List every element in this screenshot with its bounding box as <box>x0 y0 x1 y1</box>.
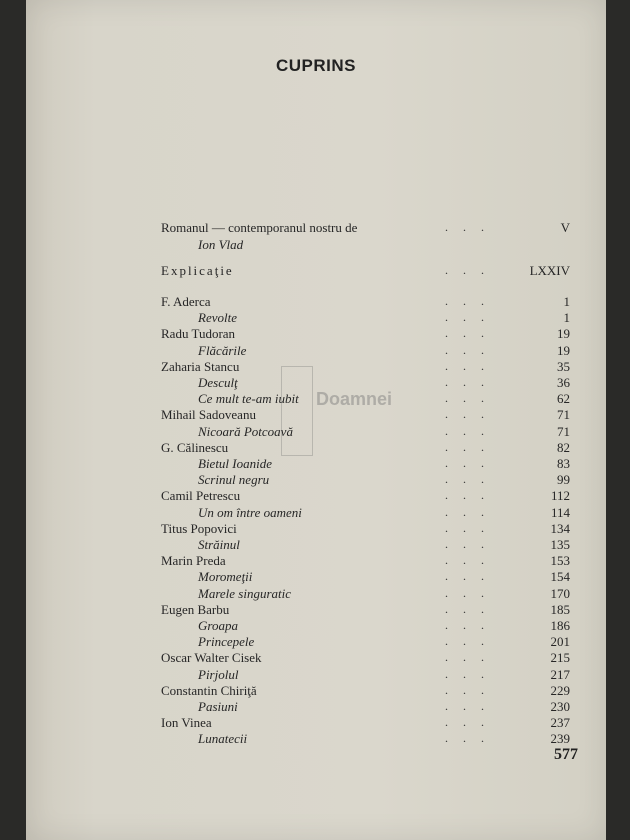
toc-page-number: 135 <box>550 537 570 552</box>
leader-dots: . . . <box>445 423 490 438</box>
work-title: Revolte <box>198 310 237 326</box>
author-name: Mihail Sadoveanu <box>161 407 256 423</box>
author-name: Ion Vinea <box>161 715 212 731</box>
toc-entry <box>26 237 606 255</box>
author-name: Marin Preda <box>161 553 226 569</box>
author-name: Oscar Walter Cisek <box>161 650 262 666</box>
toc-page-number: 1 <box>563 310 570 326</box>
leader-dots: . . . <box>445 618 490 632</box>
toc-page-number: 201 <box>550 634 570 650</box>
leader-dots: . . . <box>445 666 490 681</box>
leader-dots: . . . <box>445 294 490 308</box>
toc-page-number: 71 <box>557 407 570 423</box>
author-name: Explicaţie <box>161 263 234 278</box>
leader-dots: . . . <box>445 504 490 519</box>
leader-dots: . . . <box>445 456 490 470</box>
book-page <box>26 0 606 840</box>
author-name: Romanul — contemporanul nostru de <box>161 220 358 235</box>
leader-dots: . . . <box>445 699 490 713</box>
toc-page-number: 230 <box>550 699 570 714</box>
leader-dots: . . . <box>445 488 490 503</box>
leader-dots: . . . <box>445 263 490 277</box>
leader-dots: . . . <box>445 553 490 568</box>
work-title: Lunatecii <box>198 731 248 747</box>
page-number: 577 <box>554 746 578 763</box>
toc-entry <box>26 263 606 281</box>
leader-dots: . . . <box>445 391 490 406</box>
toc-page-number: 215 <box>550 650 570 666</box>
work-title: Groapa <box>198 618 238 633</box>
toc-page-number: LXXIV <box>529 263 570 278</box>
toc-page-number: 217 <box>550 666 570 682</box>
work-title: Pirjolul <box>198 666 239 682</box>
leader-dots: . . . <box>445 472 490 487</box>
toc-entry <box>26 220 606 238</box>
toc-page-number: 35 <box>557 358 570 374</box>
toc-page-number: 114 <box>550 504 570 520</box>
work-title: Scrinul negru <box>198 472 270 488</box>
work-title: Ce mult te-am iubit <box>198 391 299 407</box>
work-title: Moromeţii <box>198 569 253 585</box>
leader-dots: . . . <box>445 375 490 389</box>
work-title: Străinul <box>198 537 240 552</box>
page-title: CUPRINS <box>275 56 356 75</box>
leader-dots: . . . <box>445 715 490 730</box>
leader-dots: . . . <box>445 569 490 584</box>
toc-page-number: V <box>560 220 570 235</box>
toc-page-number: 83 <box>557 456 570 471</box>
toc-page-number: 36 <box>557 375 570 390</box>
leader-dots: . . . <box>445 439 490 454</box>
leader-dots: . . . <box>445 407 490 422</box>
toc-page-number: 71 <box>557 423 570 439</box>
toc-page-number: 170 <box>550 585 570 601</box>
toc-page-number: 134 <box>550 520 570 536</box>
leader-dots: . . . <box>445 601 490 616</box>
work-title: Un om între oameni <box>198 504 302 520</box>
work-title: Princepele <box>198 634 255 650</box>
work-title: Marele singuratic <box>198 585 292 601</box>
toc-page-number: 112 <box>550 488 570 504</box>
author-name: Eugen Barbu <box>161 601 230 617</box>
author-name: F. Aderca <box>161 294 211 309</box>
toc-page-number: 19 <box>557 342 570 358</box>
leader-dots: . . . <box>445 310 490 325</box>
toc-page-number: 99 <box>557 472 570 488</box>
author-name: Constantin Chiriţă <box>161 682 257 698</box>
work-title: Bietul Ioanide <box>198 456 273 471</box>
toc-page-number: 185 <box>550 601 570 617</box>
work-title: Nicoară Potcoavă <box>198 423 293 439</box>
leader-dots: . . . <box>445 585 490 600</box>
leader-dots: . . . <box>445 220 490 234</box>
leader-dots: . . . <box>445 731 490 746</box>
toc-page-number: 82 <box>557 439 570 455</box>
author-name: Titus Popovici <box>161 520 237 536</box>
author-name: Camil Petrescu <box>161 488 241 504</box>
toc-page-number: 237 <box>550 715 570 731</box>
toc-page-number: 153 <box>550 553 570 569</box>
leader-dots: . . . <box>445 342 490 357</box>
toc-entry <box>26 731 606 749</box>
table-of-contents <box>26 0 606 840</box>
author-name: Zaharia Stancu <box>161 358 240 374</box>
author-name: G. Călinescu <box>161 439 229 455</box>
work-title: Desculţ <box>198 375 238 390</box>
leader-dots: . . . <box>445 358 490 373</box>
leader-dots: . . . <box>445 634 490 649</box>
work-title: Ion Vlad <box>198 237 244 252</box>
work-title: Pasiuni <box>198 699 238 714</box>
toc-page-number: 1 <box>563 294 570 309</box>
toc-page-number: 186 <box>550 618 570 633</box>
leader-dots: . . . <box>445 650 490 665</box>
leader-dots: . . . <box>445 326 490 341</box>
toc-page-number: 19 <box>557 326 570 342</box>
toc-page-number: 239 <box>550 731 570 747</box>
toc-page-number: 62 <box>557 391 570 407</box>
leader-dots: . . . <box>445 537 490 551</box>
leader-dots: . . . <box>445 520 490 535</box>
toc-page-number: 229 <box>550 682 570 698</box>
watermark-text: Doamnei <box>316 389 393 409</box>
work-title: Flăcările <box>198 342 247 358</box>
toc-page-number: 154 <box>550 569 570 585</box>
leader-dots: . . . <box>445 682 490 697</box>
author-name: Radu Tudoran <box>161 326 236 342</box>
